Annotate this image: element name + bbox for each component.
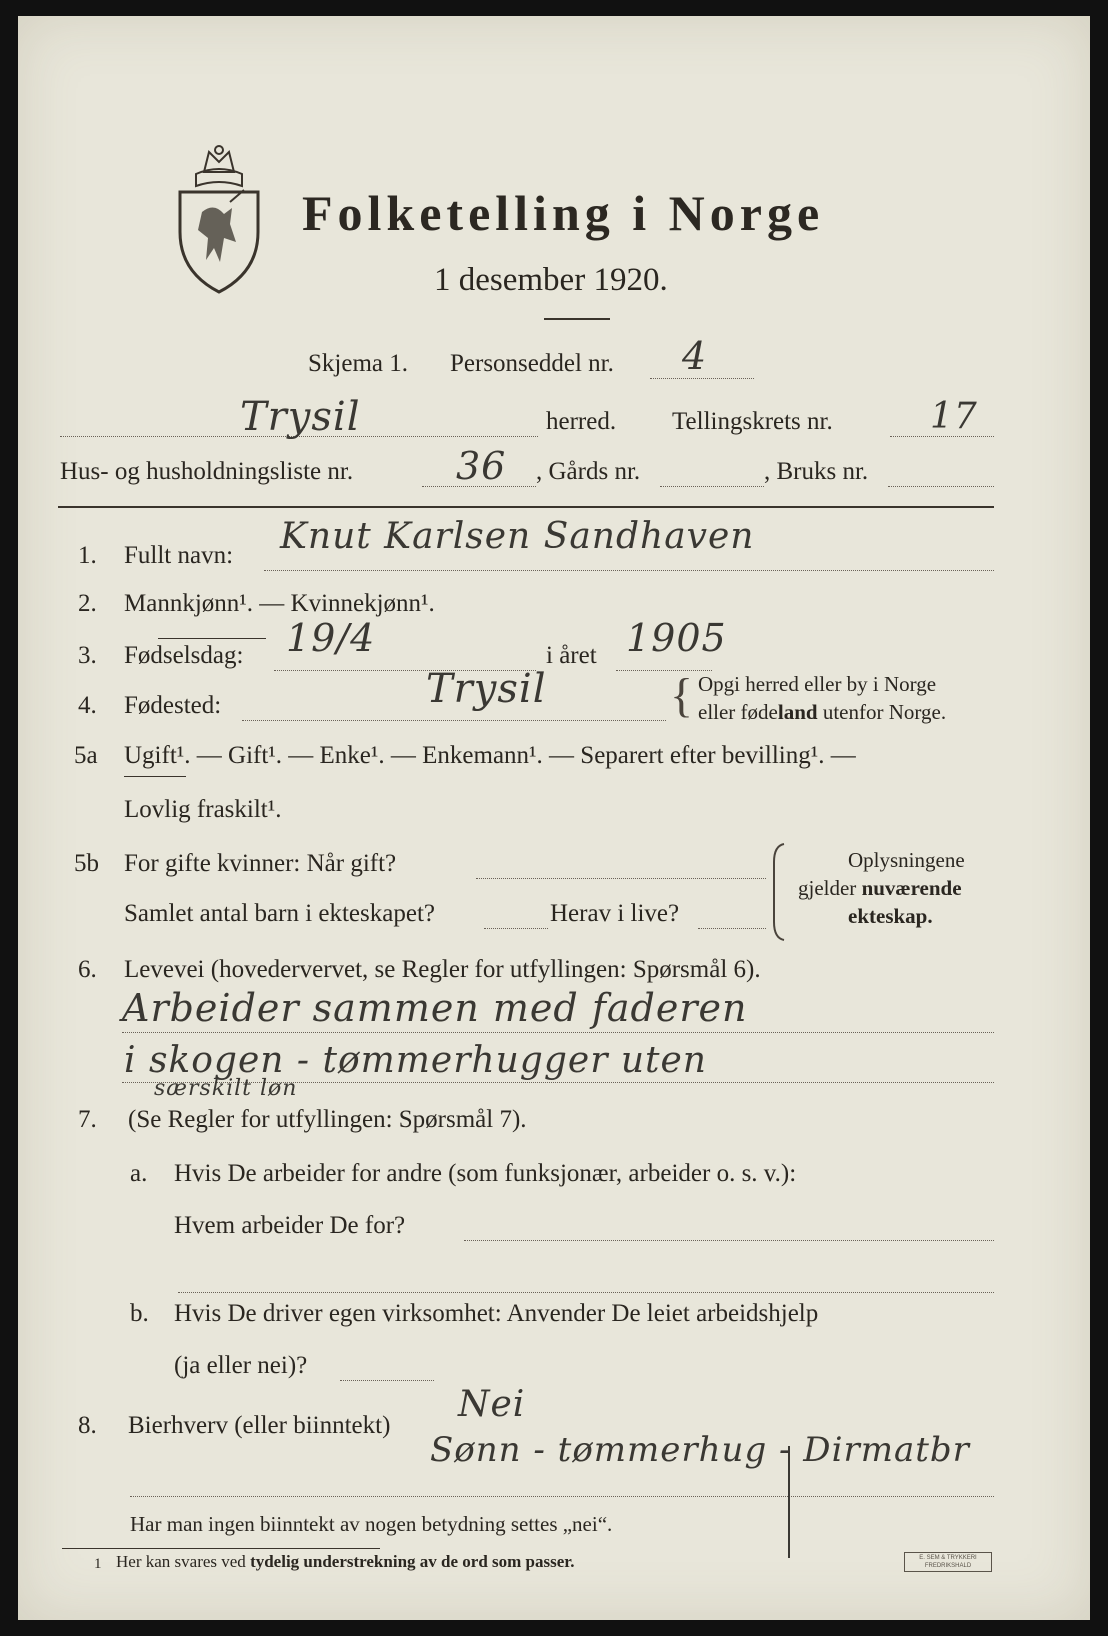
q4-note-line2 [698, 700, 946, 725]
husliste-value: 36 [456, 444, 507, 488]
q1-value: Knut Karlsen Sandhaven [280, 516, 755, 557]
q3-number: 3. [78, 642, 97, 669]
q7-number: 7. [78, 1106, 97, 1133]
personseddel-field-line [650, 378, 754, 379]
q4-note-line2-c: utenfor Norge. [817, 700, 947, 724]
q5b-married-field-line [476, 878, 766, 879]
q7a-line1: Hvis De arbeider for andre (som funksjonær, arbeider o. s. v.): [174, 1160, 797, 1187]
personseddel-label: Personseddel nr. [450, 350, 614, 377]
q5b-note-line2 [798, 876, 962, 901]
tellingskrets-value: 17 [930, 396, 978, 437]
q3-year-label: i året [546, 642, 597, 669]
q7b-field-line [340, 1380, 434, 1381]
q4-note-line2-b: land [777, 700, 818, 724]
q3-date-value: 19/4 [286, 616, 376, 660]
q6-answer-line2: i skogen - tømmerhugger uten [124, 1040, 707, 1081]
q5a-line1: Ugift¹. — Gift¹. — Enke¹. — Enkemann¹. — Separert efter bevilling¹. — [124, 742, 856, 769]
q1-label: Fullt navn: [124, 542, 234, 569]
form-title: Folketelling i Norge [302, 185, 825, 241]
q3-year-value: 1905 [626, 616, 727, 660]
q4-label: Fødested: [124, 692, 222, 719]
census-form [18, 16, 1090, 1620]
q6-field-line1 [122, 1032, 994, 1033]
q5b-note-line3: ekteskap. [848, 904, 933, 928]
q7b-letter: b. [130, 1300, 149, 1327]
q6-answer-line3: særskilt løn [154, 1076, 298, 1101]
q8-answer-line2: Sønn - tømmerhug - Dirmatbr [430, 1430, 970, 1470]
q7b-line1: Hvis De driver egen virksomhet: Anvender De leiet arbeidshjelp [174, 1300, 819, 1327]
q4-field-line [242, 720, 666, 721]
q4-number: 4. [78, 692, 97, 719]
husliste-label: Hus- og husholdningsliste nr. [60, 458, 354, 485]
q3-overline [158, 638, 266, 639]
q6-answer-line1: Arbeider sammen med faderen [122, 986, 748, 1030]
gards-label: , Gårds nr. [536, 458, 641, 485]
title-divider [544, 318, 610, 320]
q5b-bracket [770, 842, 788, 942]
footnote-rule [62, 1548, 380, 1549]
q6-number: 6. [78, 956, 97, 983]
q4-value: Trysil [426, 666, 547, 712]
q3-label: Fødselsdag: [124, 642, 244, 669]
bruks-label: , Bruks nr. [764, 458, 869, 485]
q5b-note-line2-b: nuværende [861, 876, 962, 900]
coat-of-arms-icon [174, 142, 264, 302]
q5b-alive-field-line [698, 928, 766, 929]
q5b-alive-label: Herav i live? [550, 900, 680, 927]
personseddel-value: 4 [682, 334, 708, 378]
q5b-line1: For gifte kvinner: Når gift? [124, 850, 397, 877]
q1-field-line [264, 570, 994, 571]
q4-note-line1: Opgi herred eller by i Norge [698, 672, 937, 696]
q7a-line2: Hvem arbeider De for? [174, 1212, 406, 1239]
q5a-line2: Lovlig fraskilt¹. [124, 796, 282, 823]
q1-number: 1. [78, 542, 97, 569]
herred-label: herred. [546, 408, 617, 435]
gards-field-line [660, 486, 764, 487]
tellingskrets-label: Tellingskrets nr. [672, 408, 833, 435]
bruks-field-line [888, 486, 994, 487]
census-date: 1 desember 1920. [434, 262, 668, 298]
q7a-letter: a. [130, 1160, 148, 1187]
q7b-line2: (ja eller nei)? [174, 1352, 308, 1379]
q2-number: 2. [78, 590, 97, 617]
q5b-children-field-line [484, 928, 548, 929]
q8-pen-stroke [788, 1446, 790, 1558]
footnote-text-b: tydelig understrekning av de ord som passer. [250, 1552, 575, 1571]
q8-label: Bierhverv (eller biinntekt) [128, 1412, 391, 1439]
q4-note-line2-a: eller føde [698, 700, 778, 724]
q5b-children-label: Samlet antal barn i ekteskapet? [124, 900, 435, 927]
footer-note: Har man ingen biinntekt av nogen betydning settes „nei“. [130, 1512, 613, 1536]
q8-number: 8. [78, 1412, 97, 1439]
herred-value: Trysil [240, 394, 361, 440]
header-rule [58, 506, 994, 508]
q7-label: (Se Regler for utfyllingen: Spørsmål 7). [128, 1106, 527, 1133]
q7a-field-line1 [464, 1240, 994, 1241]
q5a-number: 5a [74, 742, 98, 769]
q5b-note-line2-a: gjelder [798, 876, 862, 900]
q5b-note-line1: Oplysningene [848, 848, 965, 872]
q3-year-field-line [616, 670, 712, 671]
footnote-text-a: Her kan svares ved [116, 1552, 251, 1571]
q5b-number: 5b [74, 850, 99, 877]
footnote-text [116, 1552, 575, 1572]
q4-brace: { [670, 669, 694, 722]
q6-label: Levevei (hovedervervet, se Regler for utfyllingen: Spørsmål 6). [124, 956, 761, 983]
q8-answer-line1: Nei [458, 1384, 526, 1425]
printer-stamp: E. SEM & TRYKKERI FREDRIKSHALD [904, 1552, 992, 1572]
schema-label: Skjema 1. [308, 350, 408, 377]
footnote-number: 1 [94, 1556, 102, 1572]
q5a-ugift-underline [124, 776, 186, 777]
q8-field-line [130, 1496, 994, 1497]
q7a-field-line2 [178, 1292, 994, 1293]
q2-label: Mannkjønn¹. — Kvinnekjønn¹. [124, 590, 435, 617]
